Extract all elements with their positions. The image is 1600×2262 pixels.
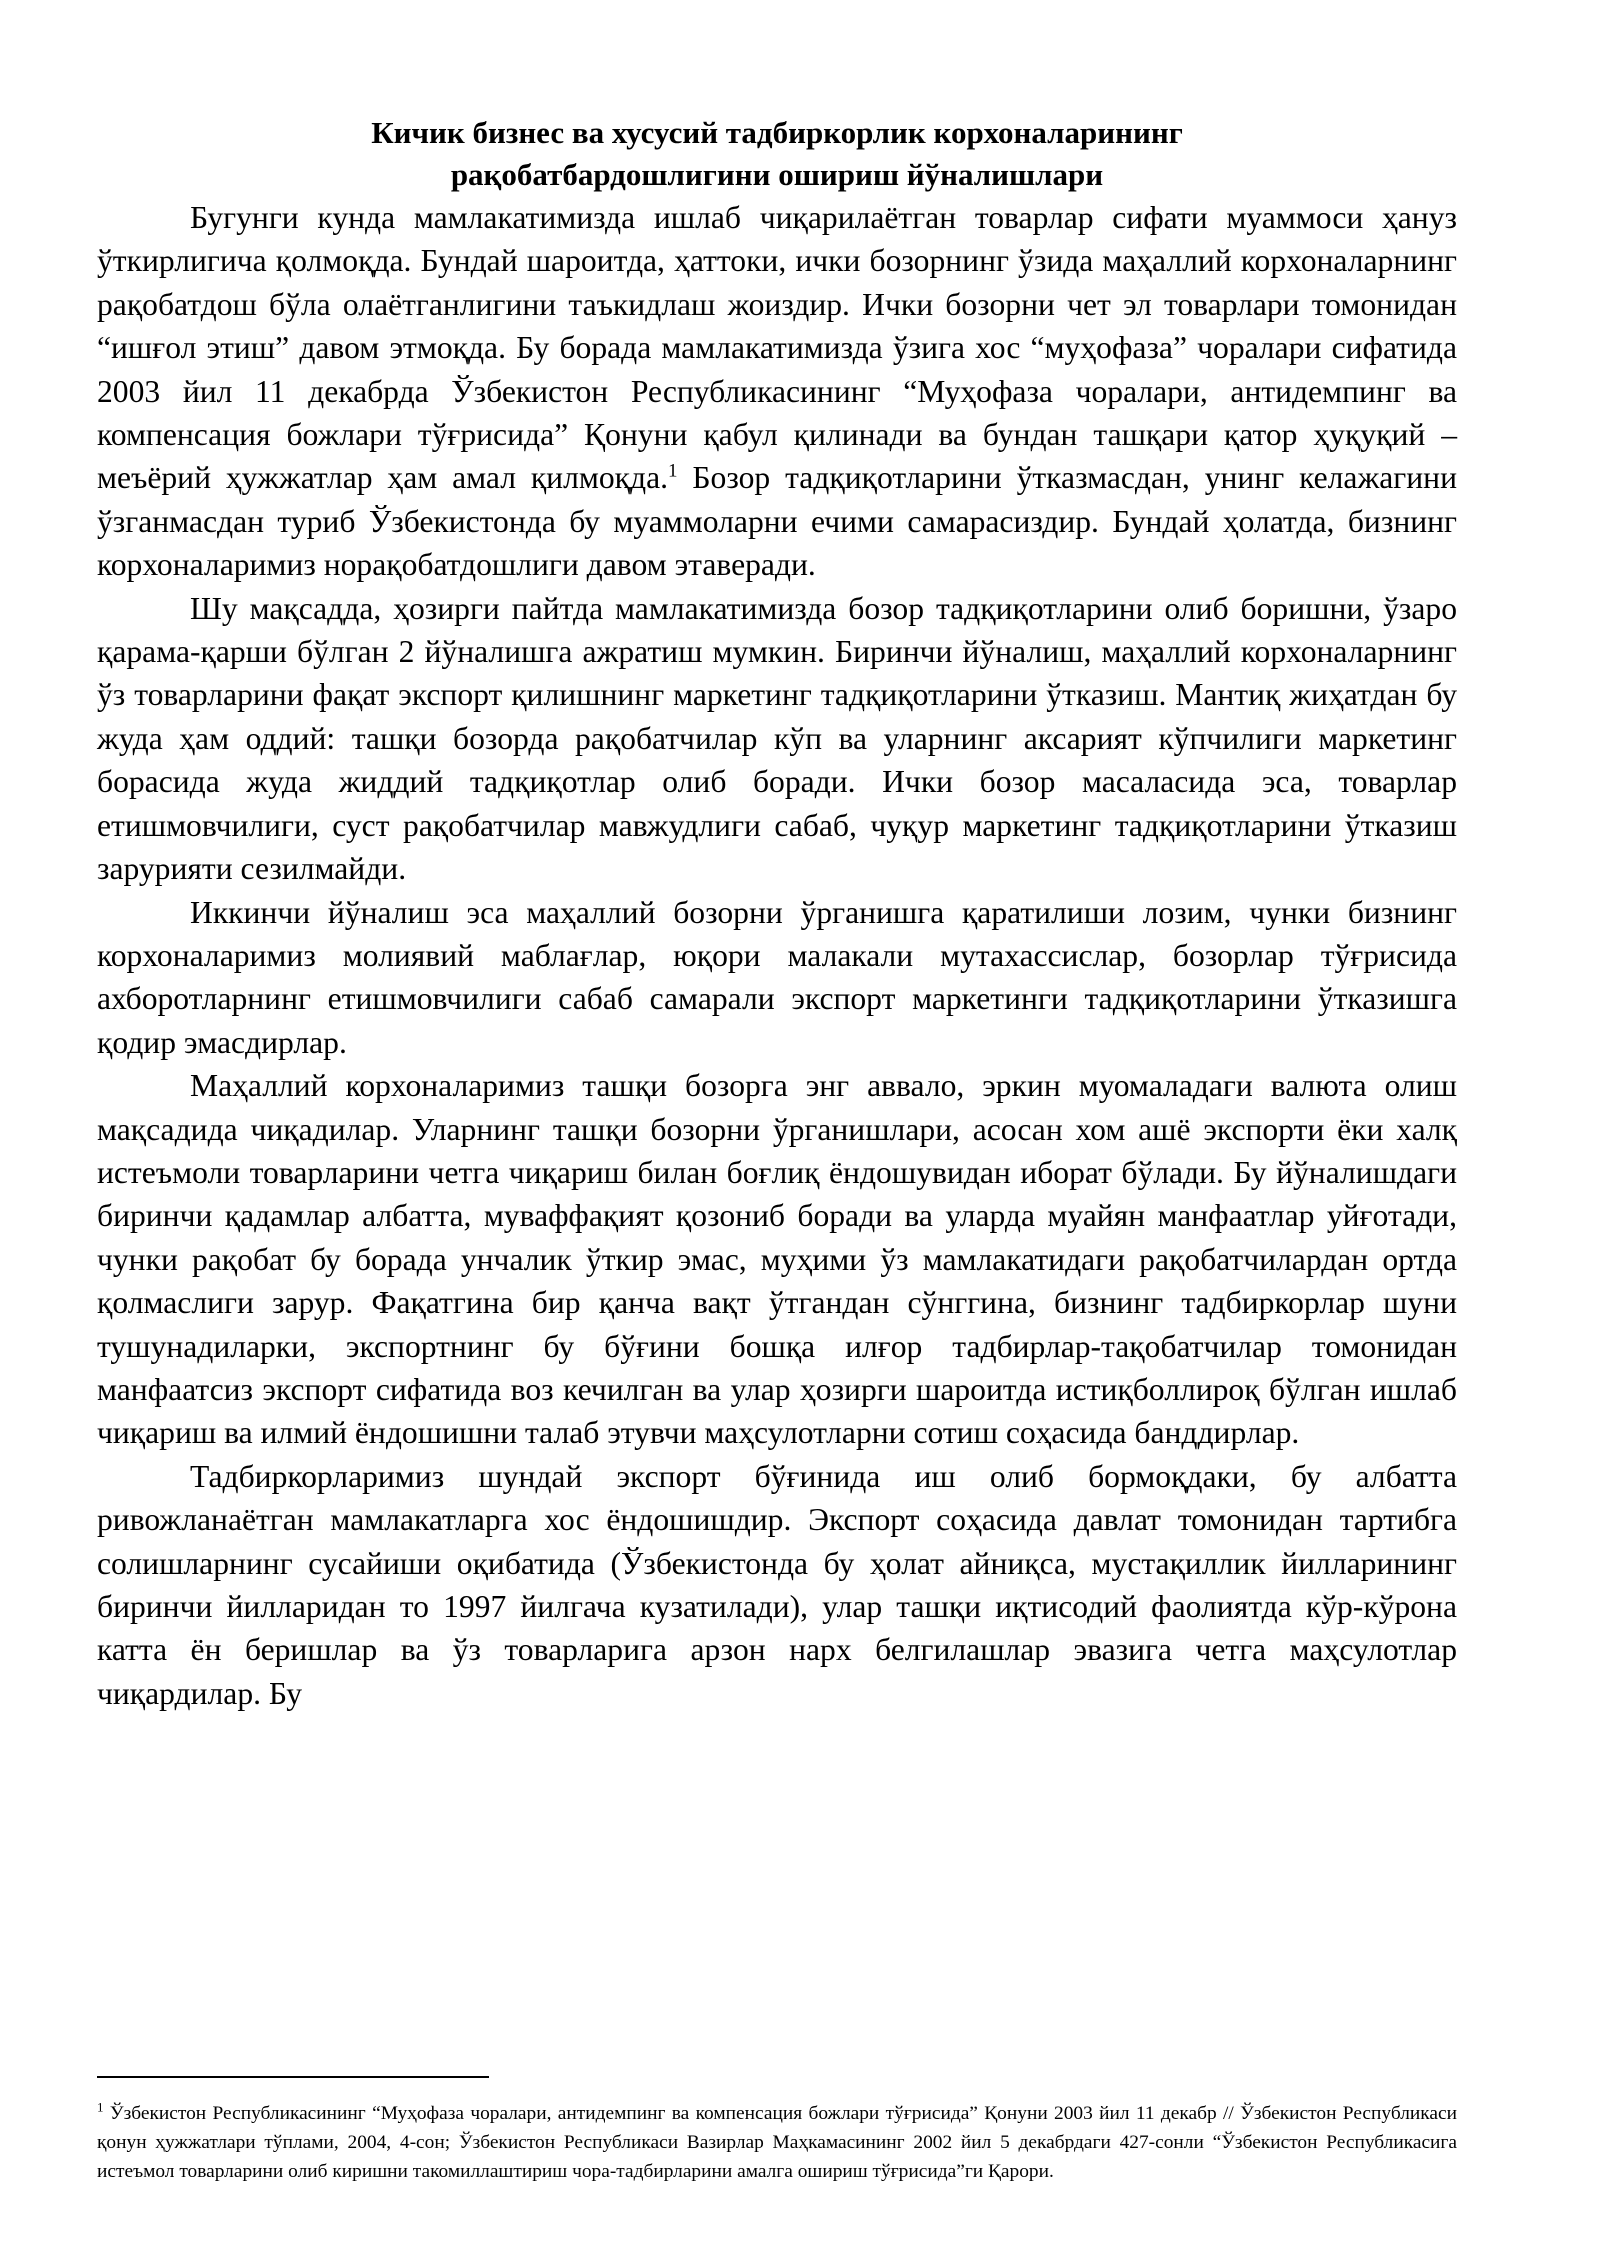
title-line-1: Кичик бизнес ва хусусий тадбиркорлик корхоналарининг	[371, 115, 1183, 150]
paragraph-4: Маҳаллий корхоналаримиз ташқи бозорга энг аввало, эркин муомаладаги валюта олиш мақсадида чиқадилар. Уларнинг ташқи бозорни ўрганишлари, асосан хом ашё экспорти ёки халқ истеъмоли товарларини четга чиқариш билан боғлиқ ёндошувидан иборат бўлади. Бу йўналишдаги биринчи қадамлар албатта, муваффақият қозониб боради ва уларда муайян манфаатлар уйғотади, чунки рақобат бу борада унчалик ўткир эмас, муҳими ўз мамлакатидаги рақобатчилардан ортда қолмаслиги зарур. Фақатгина бир қанча вақт ўтгандан сўнггина, бизнинг тадбиркорлар шуни тушунадиларки, экспортнинг бу бўғини бошқа илғор тадбирлар-тақобатчилар томонидан манфаатсиз экспорт сифатида воз кечилган ва улар ҳозирги шароитда истиқболлироқ бўлган ишлаб чиқариш ва илмий ёндошишни талаб этувчи маҳсулотларни сотиш соҳасида банддирлар.	[97, 1068, 1457, 1451]
paragraph-1	[97, 196, 1457, 587]
paragraph-1-part-a: Бугунги кунда мамлакатимизда ишлаб чиқарилаётган товарлар сифати муаммоси ҳануз ўткирлигича қолмоқда. Бундай шароитда, ҳаттоки, ички бозорнинг ўзида маҳаллий корхоналарнинг рақобатдош бўла олаётганлигини таъкидлаш жоиздир. Ички бозорни чет эл товарлари томонидан “ишғол этиш” давом этмоқда. Бу борада мамлакатимизда ўзига хос “муҳофаза” чоралари сифатида 2003 йил 11 декабрда Ўзбекистон Республикасининг “Муҳофаза чоралари, антидемпинг ва компенсация божлари тўғрисида” Қонуни қабул қилинади ва бундан ташқари қатор ҳуқуқий – меъёрий ҳужжатлар ҳам амал қилмоқда.	[97, 200, 1457, 496]
footnote-reference[interactable]: 1	[668, 460, 678, 482]
footnote-separator	[97, 2076, 489, 2078]
document-body	[97, 112, 1457, 1715]
footnote-number: 1	[97, 2099, 104, 2115]
paragraph-5: Тадбиркорларимиз шундай экспорт бўғинида иш олиб бормоқдаки, бу албатта ривожланаётган мамлакатларга хос ёндошишдир. Экспорт соҳасида давлат томонидан тартибга солишларнинг сусайиши оқибатида (Ўзбекистонда бу ҳолат айниқса, мустақиллик йилларининг биринчи йилларидан то 1997 йилгача кузатилади), улар ташқи иқтисодий фаолиятда кўр-кўрона катта ён беришлар ва ўз товарларига арзон нарх белгилашлар эвазига четга маҳсулотлар чиқардилар. Бу	[97, 1458, 1457, 1711]
footnote-text: Ўзбекистон Республикасининг “Муҳофаза чоралари, антидемпинг ва компенсация божлари тўғрисида” Қонуни 2003 йил 11 декабр // Ўзбекистон Республикаси қонун ҳужжатлари тўплами, 2004, 4-сон; Ўзбекистон Республикаси Вазирлар Маҳкамасининг 2002 йил 5 декабрдаги 427-сонли “Ўзбекистон Республикасига истеъмол товарларини олиб киришни такомиллаштириш чора-тадбирларини амалга ошириш тўғрисида”ги Қарори.	[97, 2103, 1457, 2182]
paragraph-2: Шу мақсадда, ҳозирги пайтда мамлакатимизда бозор тадқиқотларини олиб боришни, ўзаро қарама-қарши бўлган 2 йўналишга ажратиш мумкин. Биринчи йўналиш, маҳаллий корхоналарнинг ўз товарларини фақат экспорт қилишнинг маркетинг тадқиқотларини ўтказиш. Мантиқ жиҳатдан бу жуда ҳам оддий: ташқи бозорда рақобатчилар кўп ва уларнинг аксарият кўпчилиги маркетинг борасида жуда жиддий тадқиқотлар олиб боради. Ички бозор масаласида эса, товарлар етишмовчилиги, суст рақобатчилар мавжудлиги сабаб, чуқур маркетинг тадқиқотларини ўтказиш зарурияти сезилмайди.	[97, 590, 1457, 887]
paragraph-1-part-b: Бозор тадқиқотларини ўтказмасдан, унинг келажагини ўзганмасдан туриб Ўзбекистонда бу муаммоларни ечими самарасиздир. Бундай ҳолатда, бизнинг корхоналаримиз норақобатдошлиги давом этаверади.	[97, 460, 1457, 583]
footnote	[97, 2099, 1457, 2186]
paragraph-3: Иккинчи йўналиш эса маҳаллий бозорни ўрганишга қаратилиши лозим, чунки бизнинг корхоналаримиз молиявий маблағлар, юқори малакали мутахассислар, бозорлар тўғрисида ахборотларнинг етишмовчилиги сабаб самарали экспорт маркетинги тадқиқотларини ўтказишга қодир эмасдирлар.	[97, 894, 1457, 1060]
title-line-2: рақобатбардошлигини ошириш йўналишлари	[450, 157, 1104, 192]
document-title	[97, 112, 1457, 196]
